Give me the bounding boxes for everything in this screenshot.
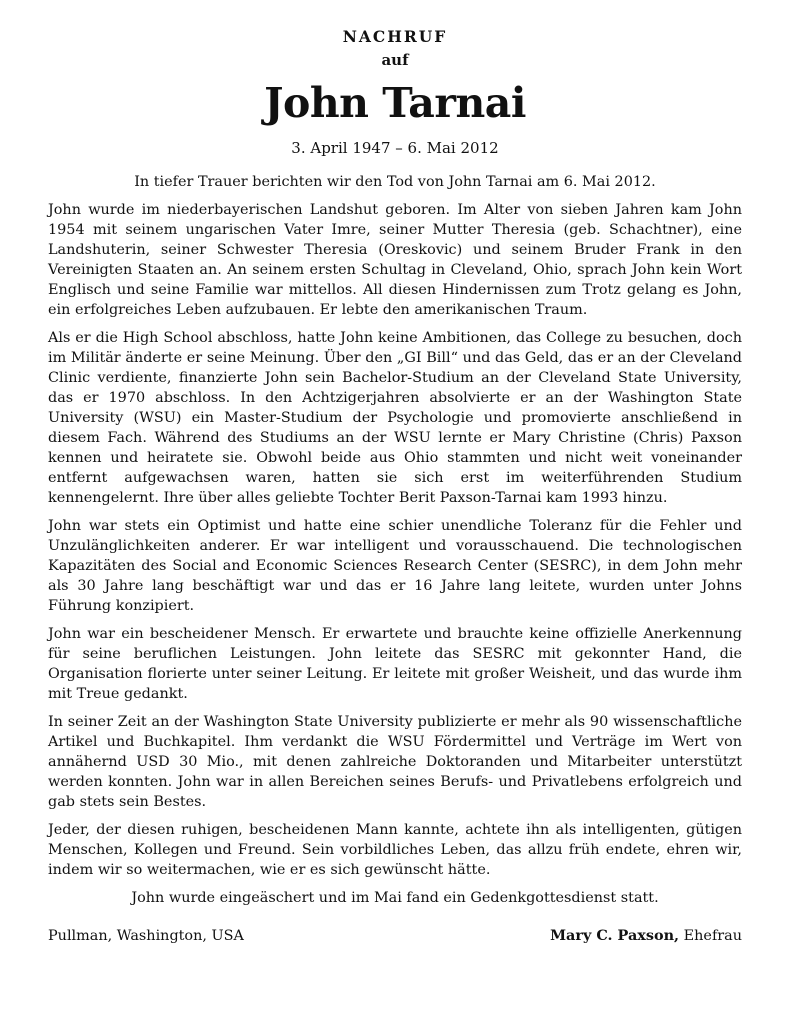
paragraph-career: In seiner Zeit an der Washington State University publizierte er mehr als 90 wissenschaftliche Artikel und Buchkapitel. Ihm verdankt die WSU Fördermittel und Verträge im Wert von annähernd USD 30 Mio., mit denen zahlreiche Doktoranden und Mitarbeiter unterstützt werden konnten. John war in allen Bereichen seines Berufs- und Privatlebens erfolgreich und gab stets sein Bestes. <box>48 714 742 810</box>
notice-footer <box>48 926 742 946</box>
paragraph-education: Als er die High School abschloss, hatte John keine Ambitionen, das College zu besuchen, doch im Militär änderte er seine Meinung. Über den „GI Bill“ und das Geld, das er an der Cleveland Clinic verdiente, finanzierte John sein Bachelor-Studium an der Cleveland State University, das er 1970 abschloss. In den Achtzigerjahren absolvierte er an der Washington State University (WSU) ein Master-Studium der Psychologie und promovierte anschließend in diesem Fach. Während des Studiums an der WSU lernte er Mary Christine (Chris) Paxson kennen und heiratete sie. Obwohl beide aus Ohio stammten und nicht weit voneinander entfernt aufgewachsen waren, hatten sie sich erst im weiterführenden Studium kennengelernt. Ihre über alles geliebte Tochter Berit Paxson-Tarnai kam 1993 hinzu. <box>48 330 742 506</box>
signer-role: Ehefrau <box>679 928 742 944</box>
obituary-body <box>48 200 742 880</box>
paragraph-modesty: John war ein bescheidener Mensch. Er erwartete und brauchte keine offizielle Anerkennung für seine beruflichen Leistungen. John leitete das SESRC mit gekonnter Hand, die Organisation florierte unter seiner Leitung. Er leitete mit großer Weisheit, und das wurde ihm mit Treue gedankt. <box>48 626 742 702</box>
notice-kicker: NACHRUF <box>342 27 448 46</box>
closing-sentence: John wurde eingeäschert und im Mai fand ein Gedenkgottesdienst statt. <box>131 890 659 906</box>
lead-sentence: In tiefer Trauer berichten wir den Tod von John Tarnai am 6. Mai 2012. <box>134 174 656 190</box>
deceased-name: John Tarnai <box>264 79 526 127</box>
paragraph-early-life: John wurde im niederbayerischen Landshut geboren. Im Alter von sieben Jahren kam John 1954 mit seinem ungarischen Vater Imre, seiner Mutter Theresia (geb. Schachtner), eine Landshuterin, seiner Schwester Theresia (Oreskovic) und seinem Bruder Frank in den Vereinigten Staaten an. An seinem ersten Schultag in Cleveland, Ohio, sprach John kein Wort Englisch und seine Familie war mittellos. All diesen Hindernissen zum Trotz gelang es John, ein erfolgreiches Leben aufzubauen. Er lebte den amerikanischen Traum. <box>48 202 742 318</box>
signature <box>550 926 742 946</box>
paragraph-tribute: Jeder, der diesen ruhigen, bescheidenen Mann kannte, achtete ihn als intelligenten, gütigen Menschen, Kollegen und Freund. Sein vorbildliches Leben, das allzu früh endete, ehren wir, indem wir so weitermachen, wie er es sich gewünscht hätte. <box>48 822 742 878</box>
notice-kicker-sub: auf <box>381 51 409 69</box>
location: Pullman, Washington, USA <box>48 928 244 944</box>
signer-name: Mary C. Paxson, <box>550 927 680 944</box>
paragraph-character: John war stets ein Optimist und hatte eine schier unendliche Toleranz für die Fehler und Unzulänglichkeiten anderer. Er war intelligent und vorausschauend. Die technologischen Kapazitäten des Social and Economic Sciences Research Center (SESRC), in dem John mehr als 30 Jahre lang beschäftigt war und das er 16 Jahre lang leitete, wurden unter Johns Führung konzipiert. <box>48 518 742 614</box>
life-dates: 3. April 1947 – 6. Mai 2012 <box>291 139 499 157</box>
